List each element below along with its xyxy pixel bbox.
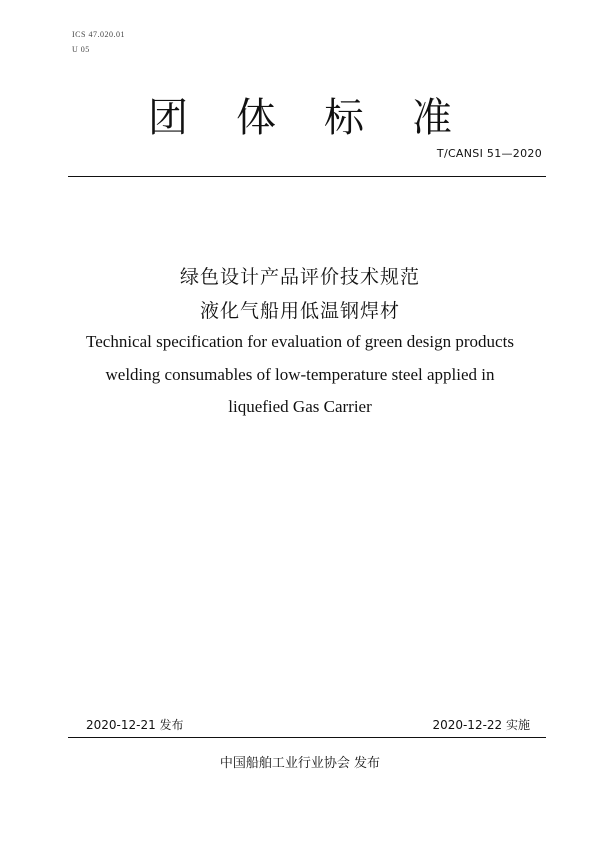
ics-code: ICS 47.020.01: [72, 30, 125, 39]
standard-type-heading: 团体标准: [148, 95, 500, 141]
implementation-date: 2020-12-22 实施: [432, 718, 530, 732]
standard-number: T/CANSI 51—2020: [436, 147, 542, 160]
ccs-code: U 05: [72, 45, 90, 54]
title-en-line-3: liquefied Gas Carrier: [228, 397, 372, 416]
top-divider: [68, 176, 546, 177]
bottom-divider: [68, 737, 546, 738]
title-zh-line-1: 绿色设计产品评价技术规范: [179, 266, 420, 288]
title-en-line-2: welding consumables of low-temperature steel applied in: [105, 365, 495, 384]
publisher: 中国船舶工业行业协会 发布: [219, 756, 381, 771]
issue-date: 2020-12-21 发布: [86, 718, 184, 732]
title-zh-line-2: 液化气船用低温钢焊材: [199, 300, 400, 322]
title-en-line-1: Technical specification for evaluation of green design products: [86, 332, 514, 351]
